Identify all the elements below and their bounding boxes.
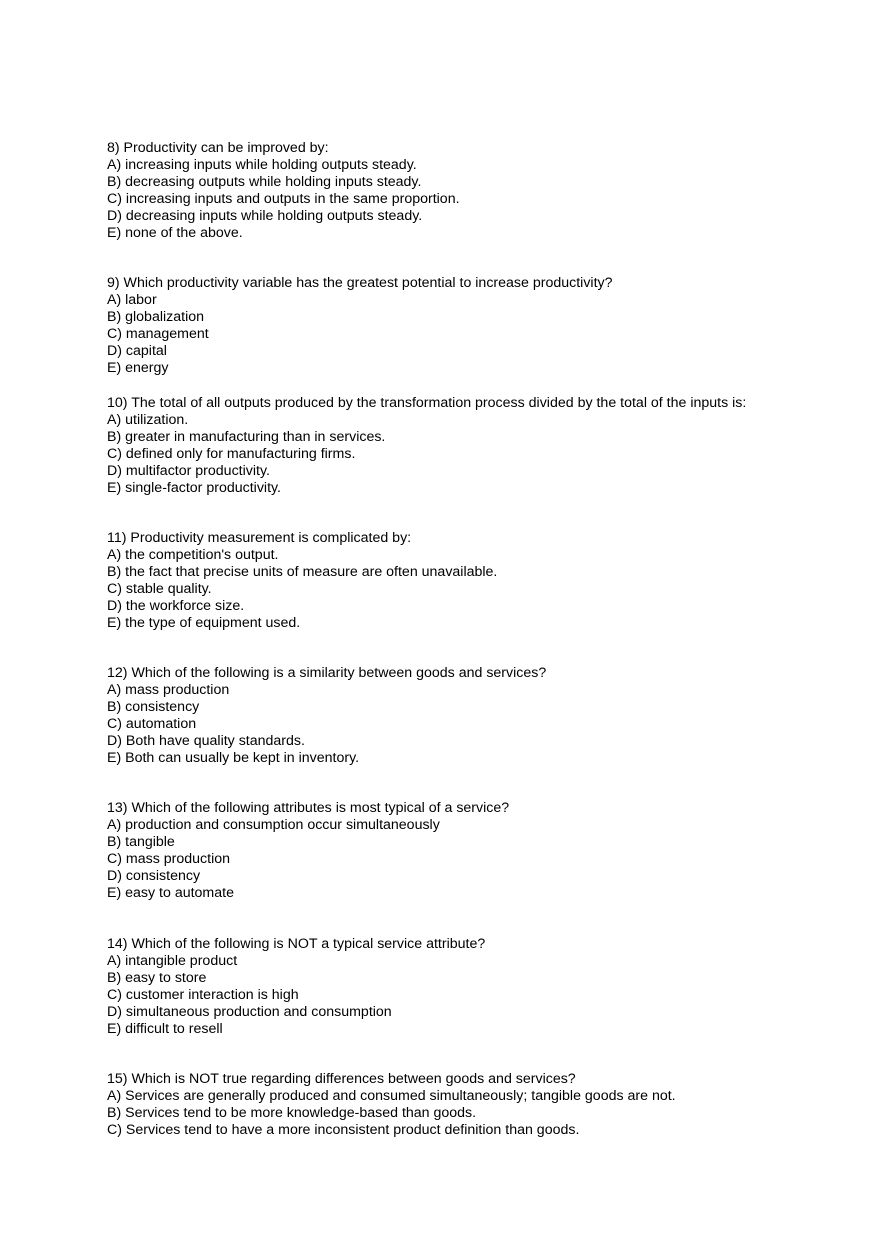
answer-option-d: D) consistency bbox=[107, 868, 201, 884]
answer-option-c: C) mass production bbox=[107, 851, 231, 867]
answer-option-a: A) increasing inputs while holding outputs steady. bbox=[107, 157, 417, 173]
answer-option-e: E) energy bbox=[107, 360, 169, 376]
answer-option-e: E) Both can usually be kept in inventory. bbox=[107, 750, 360, 766]
question-14 bbox=[107, 936, 867, 1038]
question-stem: 8) Productivity can be improved by: bbox=[107, 140, 329, 156]
question-9 bbox=[107, 275, 867, 377]
answer-option-a: A) labor bbox=[107, 292, 157, 308]
answer-option-b: B) easy to store bbox=[107, 970, 207, 986]
answer-option-a: A) Services are generally produced and consumed simultaneously; tangible goods are not. bbox=[107, 1088, 676, 1104]
answer-option-b: B) the fact that precise units of measure are often unavailable. bbox=[107, 564, 498, 580]
answer-option-d: D) decreasing inputs while holding outputs steady. bbox=[107, 208, 423, 224]
answer-option-e: E) easy to automate bbox=[107, 885, 234, 901]
answer-option-c: C) defined only for manufacturing firms. bbox=[107, 446, 356, 462]
answer-option-c: C) Services tend to have a more inconsistent product definition than goods. bbox=[107, 1122, 580, 1138]
answer-option-e: E) none of the above. bbox=[107, 225, 243, 241]
question-11 bbox=[107, 530, 867, 632]
answer-option-d: D) capital bbox=[107, 343, 167, 359]
question-stem: 9) Which productivity variable has the greatest potential to increase productivity? bbox=[107, 275, 613, 291]
answer-option-b: B) consistency bbox=[107, 699, 200, 715]
question-stem: 10) The total of all outputs produced by the transformation process divided by the total of the inputs is: bbox=[107, 395, 747, 411]
answer-option-b: B) globalization bbox=[107, 309, 205, 325]
question-8 bbox=[107, 140, 867, 242]
question-15 bbox=[107, 1071, 867, 1139]
answer-option-a: A) production and consumption occur simultaneously bbox=[107, 817, 440, 833]
answer-option-b: B) decreasing outputs while holding inputs steady. bbox=[107, 174, 422, 190]
question-13 bbox=[107, 800, 867, 902]
answer-option-c: C) customer interaction is high bbox=[107, 987, 299, 1003]
answer-option-c: C) automation bbox=[107, 716, 197, 732]
answer-option-b: B) Services tend to be more knowledge-based than goods. bbox=[107, 1105, 477, 1121]
answer-option-a: A) mass production bbox=[107, 682, 230, 698]
answer-option-e: E) single-factor productivity. bbox=[107, 480, 281, 496]
answer-option-c: C) management bbox=[107, 326, 209, 342]
answer-option-d: D) multifactor productivity. bbox=[107, 463, 270, 479]
question-stem: 13) Which of the following attributes is most typical of a service? bbox=[107, 800, 510, 816]
question-stem: 15) Which is NOT true regarding differences between goods and services? bbox=[107, 1071, 576, 1087]
answer-option-b: B) greater in manufacturing than in services. bbox=[107, 429, 386, 445]
answer-option-e: E) the type of equipment used. bbox=[107, 615, 301, 631]
answer-option-a: A) the competition's output. bbox=[107, 547, 279, 563]
answer-option-d: D) Both have quality standards. bbox=[107, 733, 305, 749]
answer-option-e: E) difficult to resell bbox=[107, 1021, 223, 1037]
answer-option-d: D) simultaneous production and consumption bbox=[107, 1004, 392, 1020]
question-12 bbox=[107, 665, 867, 767]
answer-option-a: A) utilization. bbox=[107, 412, 189, 428]
answer-option-b: B) tangible bbox=[107, 834, 175, 850]
answer-option-c: C) stable quality. bbox=[107, 581, 212, 597]
question-stem: 12) Which of the following is a similarity between goods and services? bbox=[107, 665, 547, 681]
answer-option-d: D) the workforce size. bbox=[107, 598, 245, 614]
answer-option-a: A) intangible product bbox=[107, 953, 238, 969]
question-stem: 11) Productivity measurement is complicated by: bbox=[107, 530, 412, 546]
question-stem: 14) Which of the following is NOT a typical service attribute? bbox=[107, 936, 486, 952]
answer-option-c: C) increasing inputs and outputs in the same proportion. bbox=[107, 191, 460, 207]
question-10 bbox=[107, 395, 867, 497]
